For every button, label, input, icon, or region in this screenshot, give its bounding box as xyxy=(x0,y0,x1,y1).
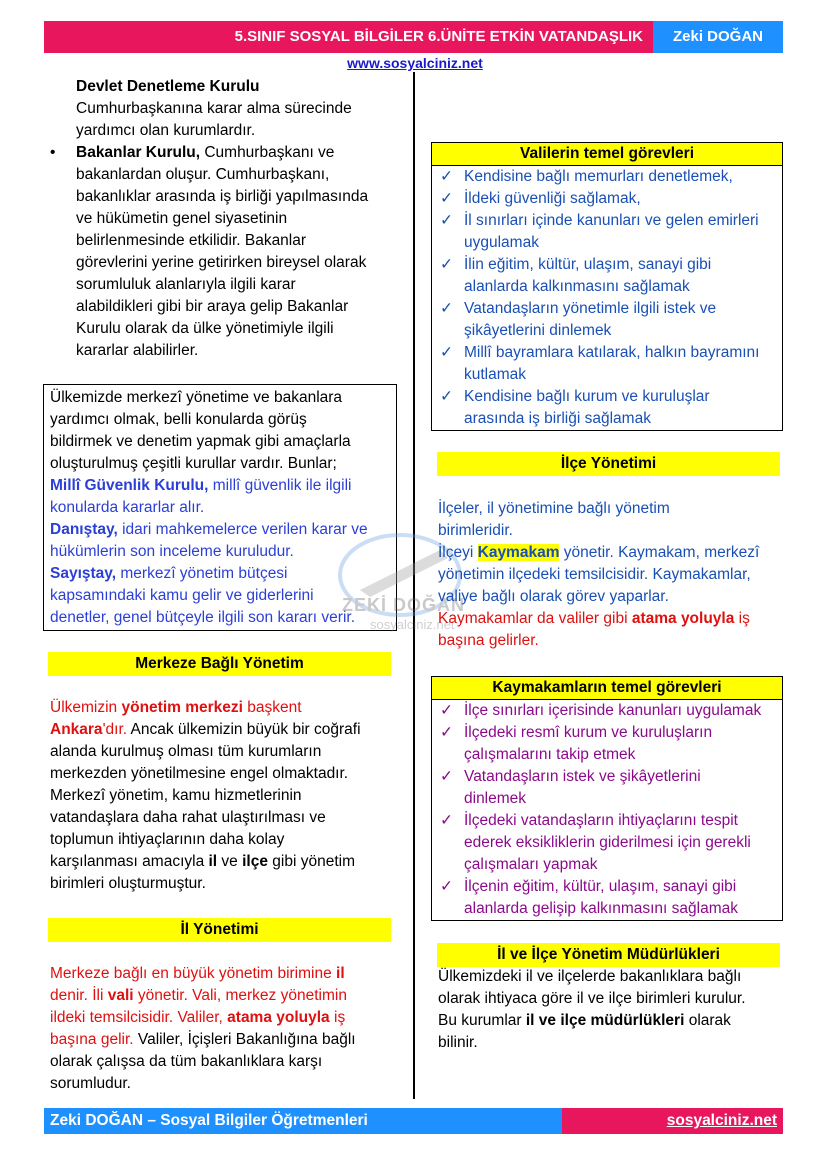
merkez-text: ve xyxy=(217,853,243,870)
kurullar-intro: Ülkemizde merkezî yönetime ve bakanlara xyxy=(50,389,343,406)
kurullar-intro: bildirmek ve denetim yapmak gibi amaçlarla xyxy=(50,433,351,450)
kurullar-intro: yardımcı olmak, belli konularda görüş xyxy=(50,411,307,428)
mud-text: olarak xyxy=(684,1012,731,1029)
bk-line: görevlerini yerine getirirken bireysel olarak xyxy=(76,254,367,271)
ilce-text: iş xyxy=(734,610,750,627)
mud-emph: il ve ilçe müdürlükleri xyxy=(525,1012,685,1029)
check-icon: ✓ xyxy=(440,724,453,741)
mud-line: olarak ihtiyaca göre il ve ilçe birimleri kurulur. xyxy=(438,990,746,1007)
ilce-text: yönetir. Kaymakam, merkezî xyxy=(559,544,760,561)
kaymakam-title: Kaymakamların temel görevleri xyxy=(432,677,782,700)
mgk-text: konularda kararlar alır. xyxy=(50,499,205,516)
mud-text: Bu kurumlar xyxy=(438,1012,526,1029)
kaymakam-highlight: Kaymakam xyxy=(477,544,560,561)
bk-title: Bakanlar Kurulu, xyxy=(76,144,201,161)
mudurluk-section xyxy=(438,966,788,1054)
mgk-text: millî güvenlik ile ilgili xyxy=(208,477,352,494)
bk-first: Cumhurbaşkanı ve xyxy=(200,144,335,161)
merkez-line: birimleri oluşturmuştur. xyxy=(50,875,206,892)
list-item: ✓ İlçe sınırları içerisinde kanunları uygulamak xyxy=(440,700,778,722)
il-line: sorumludur. xyxy=(50,1075,131,1092)
check-icon: ✓ xyxy=(440,702,453,719)
header-author: Zeki DOĞAN xyxy=(653,21,783,53)
merkez-line: vatandaşlara daha rahat ulaştırılması ve xyxy=(50,809,326,826)
merkez-emph: Ankara xyxy=(50,721,103,738)
check-icon: ✓ xyxy=(440,212,453,229)
merkez-text: gibi yönetim xyxy=(267,853,355,870)
footer-author: Zeki DOĞAN – Sosyal Bilgiler Öğretmenleri xyxy=(44,1108,562,1134)
mgk-title: Millî Güvenlik Kurulu, xyxy=(50,477,209,494)
ilce-emph: atama yoluyla xyxy=(631,610,735,627)
list-item: ✓ Vatandaşların yönetimle ilgili istek ve şikâyetlerini dinlemek xyxy=(440,300,717,339)
ilce-line: İlçeler, il yönetimine bağlı yönetim xyxy=(438,500,670,517)
kurullar-box xyxy=(43,384,397,631)
il-emph: il xyxy=(336,965,345,982)
watermark-name: ZEKİ DOĞAN xyxy=(342,595,466,615)
bk-line: ve hükümetin genel siyasetinin xyxy=(76,210,288,227)
il-text: ildeki temsilcisidir. Valiler, xyxy=(50,1009,228,1026)
danistay-title: Danıştay, xyxy=(50,521,118,538)
kaymakam-box xyxy=(431,676,783,921)
list-item: ✓ İldeki güvenliği sağlamak, xyxy=(440,188,778,210)
il-emph: vali xyxy=(107,987,134,1004)
check-icon: ✓ xyxy=(440,300,453,317)
merkez-section xyxy=(50,697,410,895)
merkez-emph: ilçe xyxy=(242,853,268,870)
merkez-emph: il xyxy=(208,853,218,870)
bk-line: sorumluluk alanlarıyla ilgili karar xyxy=(76,276,296,293)
bk-line: Kurulu olarak da ülke yönetimiyle ilgili xyxy=(76,320,334,337)
kurullar-intro: oluşturulmuş çeşitli kurullar vardır. Bunlar; xyxy=(50,455,337,472)
list-item: ✓ Millî bayramlara katılarak, halkın bayramını kutlamak xyxy=(440,344,760,383)
check-icon: ✓ xyxy=(440,168,453,185)
check-icon: ✓ xyxy=(440,256,453,273)
il-line: olarak çalışsa da tüm bakanlıklara karşı xyxy=(50,1053,323,1070)
website-link[interactable]: www.sosyalciniz.net xyxy=(347,55,483,71)
list-item: ✓ İl sınırları içinde kanunları ve gelen emirleri uygulamak xyxy=(440,212,759,251)
ddk-section xyxy=(76,76,406,142)
header-title: 5.SINIF SOSYAL BİLGİLER 6.ÜNİTE ETKİN VATANDAŞLIK xyxy=(44,21,653,53)
il-emph: atama yoluyla xyxy=(227,1009,330,1026)
bk-line: bakanlardan oluşur. Cumhurbaşkanı, xyxy=(76,166,330,183)
check-icon: ✓ xyxy=(440,388,453,405)
bk-line: kararlar alabilirler. xyxy=(76,342,199,359)
merkez-line: toplumun ihtiyaçlarının daha kolay xyxy=(50,831,285,848)
check-icon: ✓ xyxy=(440,768,453,785)
il-text: denir. İli xyxy=(50,987,108,1004)
danistay-text: hükümlerin son inceleme kuruludur. xyxy=(50,543,294,560)
bullet-icon: • xyxy=(50,144,56,161)
sayistay-text: denetler, genel bütçeyle ilgili son kararı verir. xyxy=(50,609,355,626)
watermark-site: sosyalciniz.net xyxy=(370,617,455,632)
merkez-text: Ülkemizin xyxy=(50,699,122,716)
valiler-title: Valilerin temel görevleri xyxy=(432,143,782,166)
merkez-text: karşılanması amacıyla xyxy=(50,853,209,870)
ilce-title: İlçe Yönetimi xyxy=(437,452,780,476)
merkez-title: Merkeze Bağlı Yönetim xyxy=(48,652,391,676)
bakanlar-kurulu-section xyxy=(76,142,406,362)
merkez-line: merkezden yönetilmesine engel olmaktadır. xyxy=(50,765,349,782)
check-icon: ✓ xyxy=(440,190,453,207)
ddk-title: Devlet Denetleme Kurulu xyxy=(76,78,260,95)
merkez-line: Merkezî yönetim, kamu hizmetlerinin xyxy=(50,787,302,804)
merkez-emph: yönetim merkezi xyxy=(121,699,243,716)
mud-line: bilinir. xyxy=(438,1034,478,1051)
check-icon: ✓ xyxy=(440,878,453,895)
list-item: ✓ İlçenin eğitim, kültür, ulaşım, sanayi gibi alanlarda gelişip kalkınmasını sağlamak xyxy=(440,878,738,917)
footer-site-link[interactable]: sosyalciniz.net xyxy=(562,1108,783,1134)
list-item: ✓ İlçedeki resmî kurum ve kuruluşların çalışmalarını takip etmek xyxy=(440,724,713,763)
merkez-text: Ancak ülkemizin büyük bir coğrafi xyxy=(127,721,361,738)
list-item: ✓ İlçedeki vatandaşların ihtiyaçlarını tespit ederek eksikliklerin giderilmesi için gerekli çalışmaları yapmak xyxy=(440,812,751,873)
mudurluk-title: İl ve İlçe Yönetim Müdürlükleri xyxy=(437,943,780,967)
bk-line: belirlenmesinde etkilidir. Bakanlar xyxy=(76,232,307,249)
check-icon: ✓ xyxy=(440,812,453,829)
sayistay-text: merkezî yönetim bütçesi xyxy=(116,565,288,582)
column-divider xyxy=(413,72,415,1099)
list-item: ✓ Kendisine bağlı kurum ve kuruluşlar arasında iş birliği sağlamak xyxy=(440,388,710,427)
ddk-line: Cumhurbaşkanına karar alma sürecinde xyxy=(76,100,352,117)
bk-line: bakanlıklar arasında iş birliği yapılmasında xyxy=(76,188,369,205)
il-text: Valiler, İçişleri Bakanlığına bağlı xyxy=(133,1031,356,1048)
ilce-line: valiye bağlı olarak görev yaparlar. xyxy=(438,588,669,605)
merkez-text: 'dır. xyxy=(102,721,128,738)
sayistay-title: Sayıştay, xyxy=(50,565,117,582)
valiler-list xyxy=(432,166,782,430)
kaymakam-list xyxy=(432,700,782,920)
ilce-text: Kaymakamlar da valiler gibi xyxy=(438,610,632,627)
danistay-text: idari mahkemelerce verilen karar ve xyxy=(117,521,368,538)
sayistay-text: kapsamındaki kamu gelir ve giderlerini xyxy=(50,587,314,604)
list-item: ✓ İlin eğitim, kültür, ulaşım, sanayi gibi alanlarda kalkınmasını sağlamak xyxy=(440,256,712,295)
bk-line: alabildikleri gibi bir araya gelip Bakanlar xyxy=(76,298,349,315)
check-icon: ✓ xyxy=(440,344,453,361)
il-text: iş xyxy=(329,1009,346,1026)
mud-line: Ülkemizdeki il ve ilçelerde bakanlıklara bağlı xyxy=(438,968,742,985)
valiler-box xyxy=(431,142,783,431)
il-text: başına gelir. xyxy=(50,1031,134,1048)
ilce-line: yönetimin ilçedeki temsilcisidir. Kaymakamlar, xyxy=(438,566,751,583)
merkez-text: başkent xyxy=(242,699,302,716)
ilce-line: birimleridir. xyxy=(438,522,513,539)
il-title: İl Yönetimi xyxy=(48,918,391,942)
il-text: yönetir. Vali, merkez yönetimin xyxy=(133,987,347,1004)
merkez-line: alanda kurulmuş olması tüm kurumların xyxy=(50,743,322,760)
ddk-line: yardımcı olan kurumlardır. xyxy=(76,122,256,139)
ilce-line: başına gelirler. xyxy=(438,632,539,649)
ilce-section xyxy=(438,498,788,652)
ilce-text: İlçeyi xyxy=(438,544,478,561)
il-section xyxy=(50,963,410,1095)
il-text: Merkeze bağlı en büyük yönetim birimine xyxy=(50,965,337,982)
list-item: ✓ Kendisine bağlı memurları denetlemek, xyxy=(440,166,778,188)
list-item: ✓ Vatandaşların istek ve şikâyetlerini dinlemek xyxy=(440,768,701,807)
